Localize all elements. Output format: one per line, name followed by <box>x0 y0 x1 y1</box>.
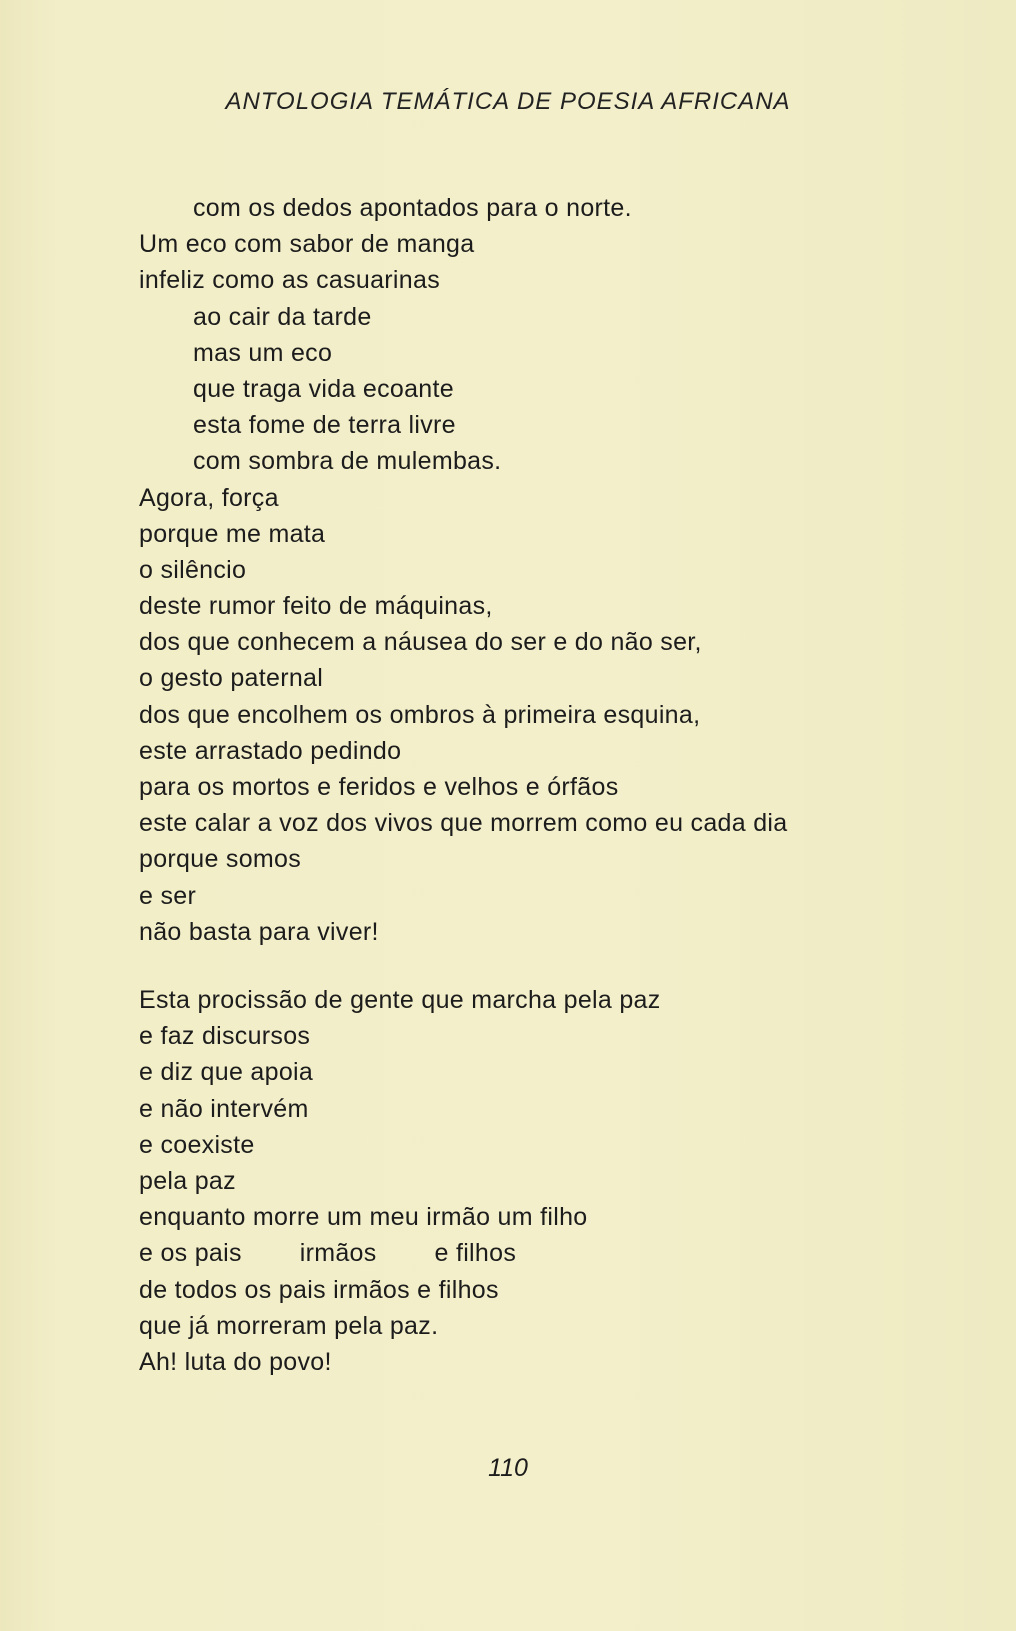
poem-line: o silêncio <box>139 555 247 584</box>
poem-line: dos que conhecem a náusea do ser e do não ser, <box>139 628 702 657</box>
poem-line: não basta para viver! <box>139 917 379 946</box>
poem-line: Agora, força <box>139 483 279 512</box>
poem-line: esta fome de terra livre <box>193 411 456 440</box>
poem-line: infeliz como as casuarinas <box>139 266 440 295</box>
poem-line: pela paz <box>139 1166 236 1195</box>
poem-line: que traga vida ecoante <box>193 374 454 403</box>
poem-line: este calar a voz dos vivos que morrem como eu cada dia <box>139 809 788 838</box>
poem-stanza-1 <box>139 190 979 950</box>
poem-line: com os dedos apontados para o norte. <box>193 194 632 222</box>
poem-line: ao cair da tarde <box>193 302 372 331</box>
poem-line: Um eco com sabor de manga <box>139 230 475 259</box>
poem-line: e não intervém <box>139 1094 309 1123</box>
poem-line: e os pais irmãos e filhos <box>139 1239 517 1268</box>
poem-stanza-2 <box>139 982 979 1380</box>
poem-line: com sombra de mulembas. <box>193 447 502 476</box>
poem-line: mas um eco <box>193 338 333 367</box>
poem-line: e ser <box>139 881 197 910</box>
poem-line: e coexiste <box>139 1130 255 1159</box>
poem-line: Esta procissão de gente que marcha pela paz <box>139 986 661 1014</box>
page-number: 110 <box>488 1454 528 1482</box>
poem-line: enquanto morre um meu irmão um filho <box>139 1203 588 1232</box>
poem-line: para os mortos e feridos e velhos e órfãos <box>139 773 619 801</box>
poem-line: o gesto paternal <box>139 664 324 693</box>
poem-line: e diz que apoia <box>139 1058 314 1087</box>
poem-line: porque somos <box>139 845 302 874</box>
poem-line: deste rumor feito de máquinas, <box>139 592 493 621</box>
running-head: ANTOLOGIA TEMÁTICA DE POESIA AFRICANA <box>225 88 791 115</box>
poem-line: Ah! luta do povo! <box>139 1347 332 1376</box>
poem-line: que já morreram pela paz. <box>139 1311 439 1340</box>
poem-line: porque me mata <box>139 519 326 548</box>
poem-line: dos que encolhem os ombros à primeira esquina, <box>139 700 701 729</box>
poem-line: e faz discursos <box>139 1022 311 1051</box>
poem-line: este arrastado pedindo <box>139 736 402 765</box>
poem-line: de todos os pais irmãos e filhos <box>139 1275 499 1304</box>
